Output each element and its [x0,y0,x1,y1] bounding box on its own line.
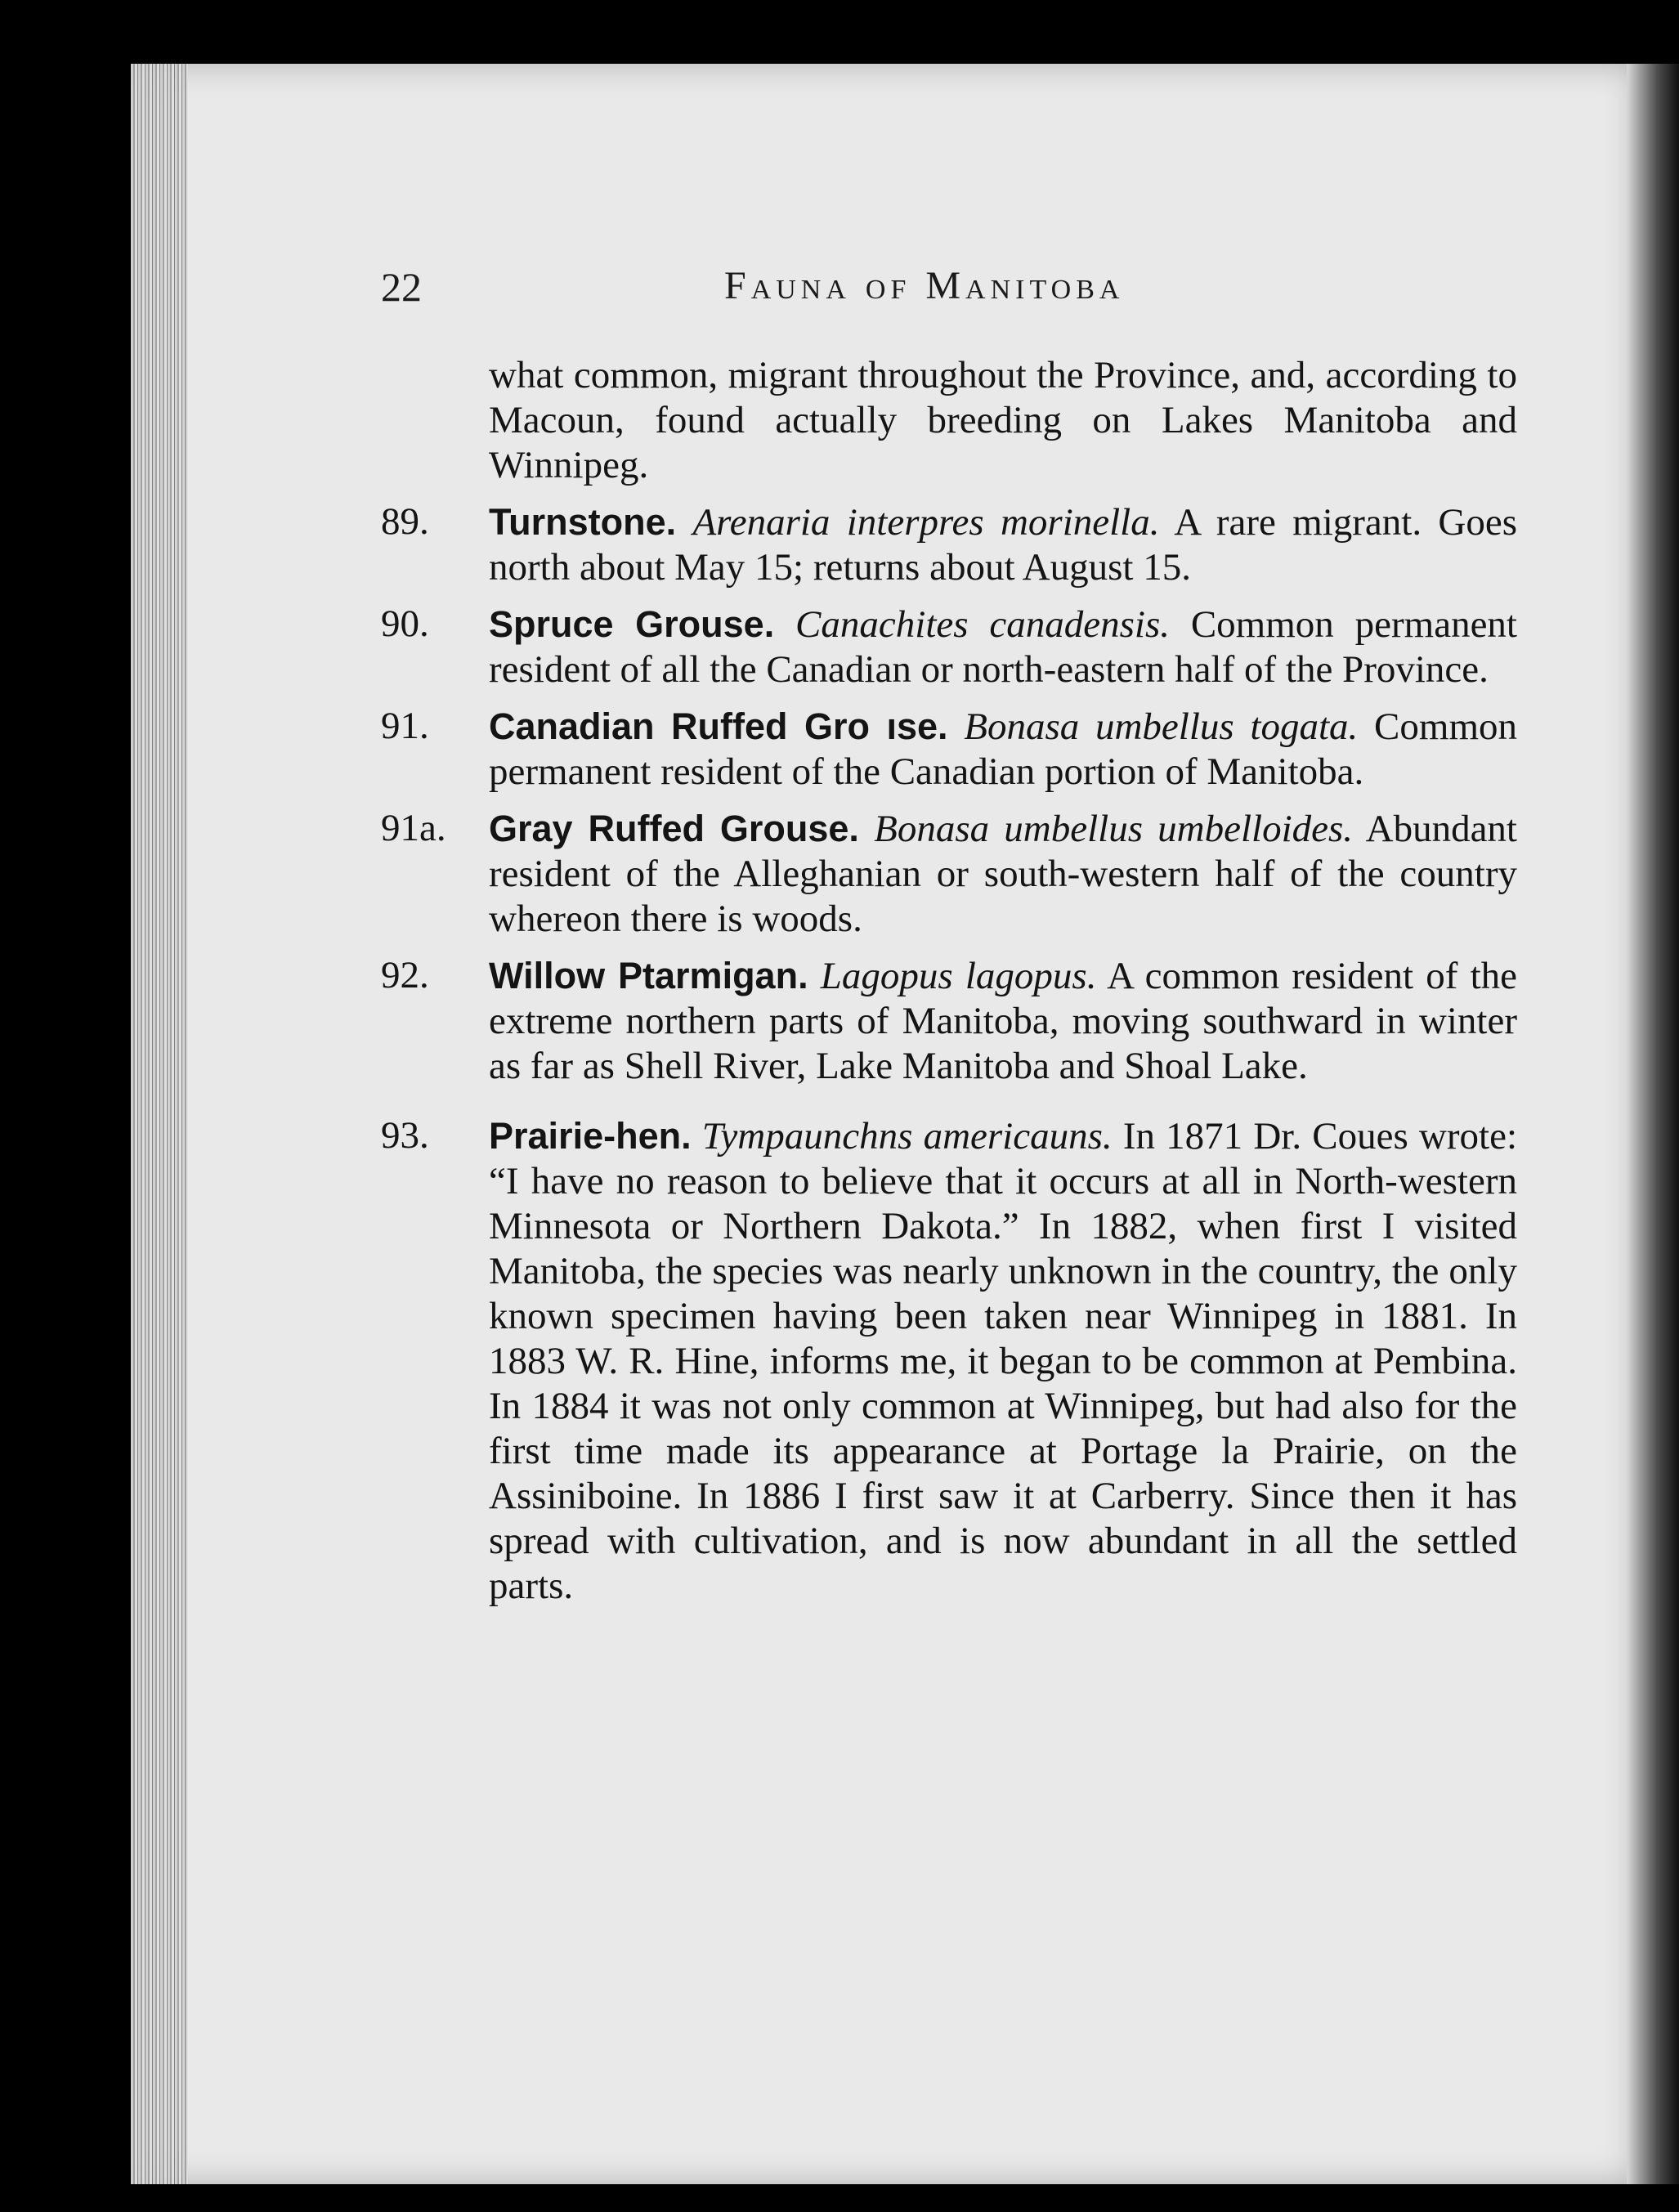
species-entry [381,499,1517,590]
common-name: Turnstone. [489,501,677,543]
continued-paragraph: what common, migrant throughout the Province, and, according to Macoun, found actually breeding on Lakes Manitoba and Winnipeg. [489,354,1517,486]
entry-text: Abundant resident of the Alleghanian or south-western half of the country whereon there is woods. [489,808,1517,940]
common-name: Canadian Ruffed Gro ıse. [489,705,948,747]
scientific-name: Bonasa umbellus togata. [964,705,1359,748]
page-number: 22 [381,264,422,310]
scientific-name: Arenaria interpres morinella. [692,501,1160,544]
entry-number: 89. [381,500,429,543]
species-entry [381,704,1517,795]
page-edge-right [1627,64,1679,2184]
scientific-name: Canachites canadensis. [795,603,1170,646]
entry-number: 92. [381,954,429,996]
scientific-name: Lagopus lagopus. [820,955,1097,997]
common-name: Spruce Grouse. [489,603,775,645]
entry-text: Common permanent resident of the Canadian portion of Manitoba. [489,705,1518,793]
entry-number: 91. [381,705,429,747]
species-entry [381,1113,1517,1609]
common-name: Willow Ptarmigan. [489,955,808,996]
species-entry [381,953,1517,1089]
scientific-name: Tympaunchns americauns. [701,1115,1113,1157]
entry-number: 93. [381,1114,429,1157]
running-title: Fauna of Manitoba [724,264,1125,307]
species-entry [381,806,1517,942]
page-header [381,263,1517,320]
common-name: Prairie-hen. [489,1115,692,1157]
entry-number: 91a. [381,807,446,849]
scientific-name: Bonasa umbellus umbelloides. [874,808,1354,850]
page-edges-left [131,64,188,2184]
entry-text: A common resident of the extreme northern parts of Manitoba, moving southward in winter as far as Shell River, Lake Manitoba and Shoal Lake. [489,955,1517,1087]
entry-number: 90. [381,602,429,645]
entry-text: In 1871 Dr. Coues wrote: “I have no reason to believe that it occurs at all in North-western Minnesota or Northern Dakota.” In 1882, when first I visited Manitoba, the species was nearly unknown in the country, the only known specimen having been taken near Winnipeg in 1881. In 1883 W. R. Hine, informs me, it began to be common at Pembina. In 1884 it was not only common at Winnipeg, but had also for the first time made its appearance at Portage la Prairie, on the Assiniboine. In 1886 I first saw it at Carberry. Since then it has spread with cultivation, and is now abundant in all the settled parts. [489,1115,1517,1607]
entry-text: Common permanent resident of all the Canadian or north-eastern half of the Province. [489,603,1517,691]
common-name: Gray Ruffed Grouse. [489,808,859,849]
entry-text: A rare migrant. Goes north about May 15; returns about August 15. [489,501,1517,589]
page-body [381,353,1517,1620]
species-entry [381,602,1517,692]
